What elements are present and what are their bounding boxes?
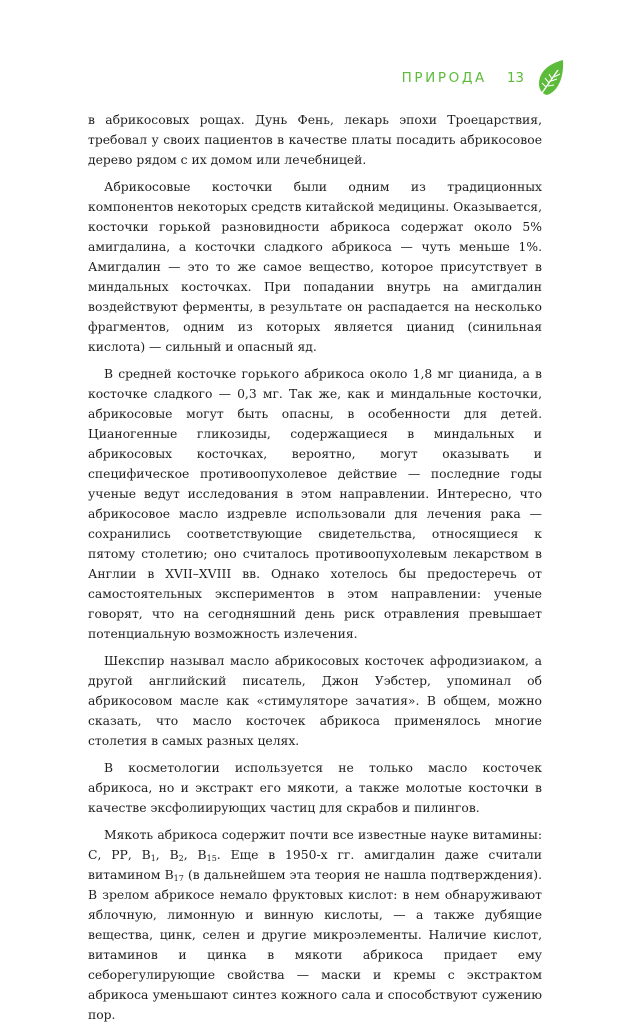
paragraph-5: В косметологии используется не только масло косточек абрикоса, но и экстракт его мякоти, а также молотые косточки в качестве эксфолиирующих частиц для скрабов и пилингов. [88,761,542,815]
vitamins-text-2: , B [155,848,179,862]
paragraph-6 [88,825,542,1025]
vitamins-text-4: . Еще в 1950-х гг. амигдалин даже считали витамином B [88,848,542,882]
body-text [88,110,542,1032]
paragraph-2: Абрикосовые косточки были одним из традиционных компонентов некоторых средств китайской медицины. Оказывается, косточки горькой разновидности абрикоса содержат около 5% амигдалина, а косточки сладкого абрикоса — чуть меньше 1%. Амигдалин — это то же самое вещество, которое присутствует в миндальных косточках. При попадании внутрь на амигдалин воздействуют ферменты, в результате он распадается на несколько фрагментов, одним из которых является цианид (синильная кислота) — сильный и опасный яд. [88,180,542,354]
subscript-2: 2 [178,854,184,863]
page-number: 13 [506,70,524,86]
subscript-17: 17 [173,874,184,883]
paragraph-1: в абрикосовых рощах. Дунь Фень, лекарь эпохи Троецарствия, требовал у своих пациентов в качестве платы посадить абрикосовое дерево рядом с их домом или лечебницей. [88,113,542,167]
vitamins-text-3: , B [183,848,207,862]
page-header [402,58,566,98]
vitamins-text-1: Мякоть абрикоса содержит почти все известные науке витамины: С, РР, B [88,828,542,862]
section-title: ПРИРОДА [401,70,487,86]
subscript-15: 15 [206,854,217,863]
leaf-icon [536,58,566,98]
paragraph-4: Шекспир называл масло абрикосовых косточек афродизиаком, а другой английский писатель, Джон Уэбстер, упоминал об абрикосовом масле как «стимуляторе зачатия». В общем, можно сказать, что масло косточек абрикоса применялось многие столетия в самых разных целях. [88,654,542,748]
vitamins-text-5: (в дальнейшем эта теория не нашла подтверждения). В зрелом абрикосе немало фруктовых кислот: в нем обнаруживают яблочную, лимонную и винную кислоты, — а также дубящие вещества, цинк, селен и другие микроэлементы. Наличие кислот, витаминов и цинка в мякоти абрикоса придает ему себорегулирующие свойства — маски и кремы с экстрактом абрикоса уменьшают синтез кожного сала и способствуют сужению пор. [88,868,542,1022]
subscript-1: 1 [150,854,156,863]
paragraph-3: В средней косточке горького абрикоса около 1,8 мг цианида, а в косточке сладкого — 0,3 мг. Так же, как и миндальные косточки, абрикосовые могут быть опасны, в особенности для детей. Цианогенные гликозиды, содержащиеся в миндальных и абрикосовых косточках, вероятно, могут оказывать и специфическое противоопухолевое действие — последние годы ученые ведут исследования в этом направлении. Интересно, что абрикосовое масло издревле использовали для лечения рака — сохранились соответствующие свидетельства, относящиеся к пятому столетию; оно считалось противоопухолевым лекарством в Англии в XVII–XVIII вв. Однако хотелось бы предостеречь от самостоятельных экспериментов в этом направлении: ученые говорят, что на сегодняшний день риск отравления превышает потенциальную возможность излечения. [88,367,542,641]
